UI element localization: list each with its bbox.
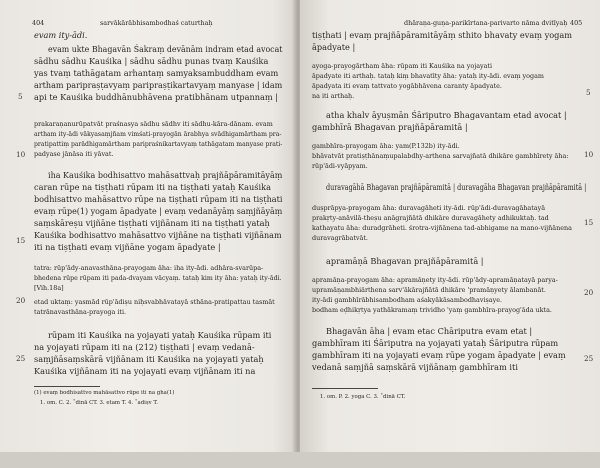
text-line: gambhīram iti na yojayati evaṃ rūpe yogam āpadyate | evaṃ xyxy=(312,350,566,360)
line-number: 5 xyxy=(18,92,23,101)
text-line: bodhisattvo mahāsattvo rūpe na tiṣṭhati rūpam iti na tiṣṭhati xyxy=(34,194,283,204)
commentary-line: kathayatu āha: duradgrāheti. śrotra-vijñānena tad-abhigame na mano-vijñānena xyxy=(312,224,572,232)
running-header: sarvākārābhisambodhaś caturthaḥ xyxy=(100,19,213,27)
line-number: 20 xyxy=(584,288,594,297)
commentary-line: etad uktaṃ: yasmād rūp'ādiṣu niḥsvabhāvatayā sthāna-pratipattau tasmāt xyxy=(34,298,275,306)
footnote: (1) evaṃ bodhisattvo mahāsattvo rūpe iti na gha(1) xyxy=(34,390,175,396)
line-number: 25 xyxy=(584,354,594,363)
commentary-line: rūp'ādi-vyāpyam. xyxy=(312,162,368,170)
text-line: vedanā saṃjñā saṃskārā vijñānaṃ gambhīram iti xyxy=(312,362,518,372)
commentary-line: [Vih.18a] xyxy=(34,284,64,292)
line-number: 25 xyxy=(16,354,26,363)
line-number: 10 xyxy=(16,150,26,159)
text-line: iti na tiṣṭhati evaṃ vijñāne yogam āpadyate | xyxy=(34,242,221,252)
text-line: Bhagavān āha | evam etac Chāriputra evam etat | xyxy=(326,326,533,336)
commentary-line: bodham eḍhikṛtya yathākramaṃ trividho 'yaṃ gambhīra-prayog'āda ukta. xyxy=(312,306,552,314)
running-header: dhāraṇa-guṇa-parikīrtana-parivarto nāma dvitīyaḥ xyxy=(404,19,568,27)
commentary-line: ity-ādi gambhīrābhisambodham aśakyākāsambodhaviṣaye. xyxy=(312,296,503,304)
text-line: Kauśika bodhisattvo mahāsattvo vijñāne na tiṣṭhati vijñānam xyxy=(34,230,282,240)
commentary-line: bhāvatvāt pratiṣṭhānaṃupalabdhy-arthena sarvajñatā dhikāre gambhīrety āha: xyxy=(312,152,569,160)
text-line: tiṣṭhati | evaṃ prajñāpāramitāyāṃ sthito bhavaty evaṃ yogam xyxy=(312,30,573,40)
commentary-line: apramāṇa-prayogam āha: apramāṇety ity-ādi. rūp'ādy-apramāṇatayā parya- xyxy=(312,276,558,284)
commentary-line: tatrānavasthāna-prayoga iti. xyxy=(34,308,127,316)
page-number: 404 xyxy=(32,19,45,27)
commentary-line: duṣprāpya-prayogam āha: duravagāheti ity-ādi. rūp'ādi-duravagāhatayā xyxy=(312,204,546,212)
text-line: artham paripraṣṭavyaṃ paripraṣṭikartavyaṃ manyase | idam xyxy=(34,80,283,90)
text-line: Kauśika vijñānam iti na yojayati evaṃ vijñānam iti na xyxy=(34,366,256,376)
commentary-line: prakṛty-anāvilā-theṣu anāgrajñātā dhikāre duravagāhety adhikuktaḥ. tad xyxy=(312,214,549,222)
text-line: saṃskāreṣu vijñāne tiṣṭhati vijñānam iti na tiṣṭhati yataḥ xyxy=(34,218,270,228)
table-surface xyxy=(0,452,600,468)
text-line: sādhu sādhu Kauśika | sādhu sādhu punas tvaṃ Kauśika xyxy=(34,56,269,66)
footnote-rule xyxy=(34,386,100,387)
commentary-line: ayoga-prayogārtham āha: rūpam iti Kauśika na yojayati xyxy=(312,62,493,70)
text-line: api te Kauśika buddhānubhāvena pratibhānam utpannaṃ | xyxy=(34,92,279,102)
commentary-line: na iti arthaḥ. xyxy=(312,92,355,100)
text-line: duravagāhā Bhagavan prajñāpāramitā | duravagāha Bhagavan prajñāpāramitā | xyxy=(326,182,587,192)
line-number: 5 xyxy=(586,88,591,97)
line-number: 15 xyxy=(584,218,594,227)
commentary-line: āpadyata iti evaṃ tattvato yogābhāvena caranty āpadyate. xyxy=(312,82,502,90)
right-page xyxy=(300,0,600,452)
text-line: apramāṇā Bhagavan prajñāpāramitā | xyxy=(326,256,484,266)
text-line: evaṃ rūpe(1) yogam āpadyate | evaṃ vedanāyāṃ saṃjñāyāṃ xyxy=(34,206,283,216)
line-number: 15 xyxy=(16,236,26,245)
commentary-line: pratipattiṃ parādhigamārtham paripraśnikartavyaṃ tathāgatam manyase prati- xyxy=(34,140,283,148)
commentary-line: tatra: rūp'ādy-anavasthāna-prayogam āha: iha ity-ādi. adhāra-svarūpa- xyxy=(34,264,264,272)
text-line: āpadyate | xyxy=(312,42,356,52)
line-number: 20 xyxy=(16,296,26,305)
page-number: 405 xyxy=(570,19,583,27)
commentary-line: upramāṇambhiärthena sarv'ākārajñātā dhikāre 'pramāṇyety ālambanāt. xyxy=(312,286,546,294)
text-line: evam ukte Bhagavān Śakraṃ devānām indram etad avocat xyxy=(48,44,283,54)
footnote: 1. om. C. 2. ˚dinā CT. 3. etam T. 4. ˚adiṣv T. xyxy=(40,400,158,406)
commentary-line: padyase jānāsa iti yāvat. xyxy=(34,150,114,158)
text-line: yas tvaṃ tathāgatam arhantaṃ samyaksambuddham evam xyxy=(34,68,279,78)
text-line: gambhīrā Bhagavan prajñāpāramitā | xyxy=(312,122,468,132)
commentary-line: duravagrābatvāt. xyxy=(312,234,368,242)
text-line: rūpam iti Kauśika na yojayati yataḥ Kauśika rūpam iti xyxy=(48,330,272,340)
left-page xyxy=(0,0,296,452)
text-line: evam ity-ādi. xyxy=(34,30,88,40)
text-line: atha khalv āyuṣmān Śāriputro Bhagavantam etad avocat | xyxy=(326,110,567,120)
text-line: na yojayati rūpam iti na (212) tiṣṭhati | evaṃ vedanā- xyxy=(34,342,255,352)
commentary-line: prakaraṇanurūpatvāt praśnasya sādhu sādhv iti sādhu-kāra-dānam. evam xyxy=(34,120,273,128)
footnote-rule xyxy=(312,388,378,389)
commentary-line: bhedena rūpe rūpam iti pada-dvayam vācyaṃ. tataḥ kim ity āha: yataḥ ity-ādi. xyxy=(34,274,282,282)
footnote: 1. om. P. 2. yoga C. 3. ˚dinā CT. xyxy=(320,394,406,400)
commentary-line: gambhīra-prayogam āha: yam(P.132b) ity-ādi. xyxy=(312,142,460,150)
text-line: gambhīram iti Śāriputra na yojayati yataḥ Śāriputra rūpam xyxy=(312,338,559,348)
commentary-line: artham ity-ādi vākyasaṃjñam vimśati-prayogān ārabhya svādhigamārtham pra- xyxy=(34,130,282,138)
text-line: iha Kauśika bodhisattvo mahāsattvaḥ prajñāpāramitāyāṃ xyxy=(48,170,283,180)
line-number: 10 xyxy=(584,150,594,159)
commentary-line: āpadyate iti arthaḥ. tataḥ kiṃ bhavatīty āha: yataḥ ity-ādi. evaṃ yogam xyxy=(312,72,544,80)
text-line: caran rūpe na tiṣṭhati rūpam iti na tiṣṭhati yataḥ Kauśika xyxy=(34,182,271,192)
text-line: saṃjñāsaṃskārā vijñānam iti Kauśika na yojayati yataḥ xyxy=(34,354,264,364)
